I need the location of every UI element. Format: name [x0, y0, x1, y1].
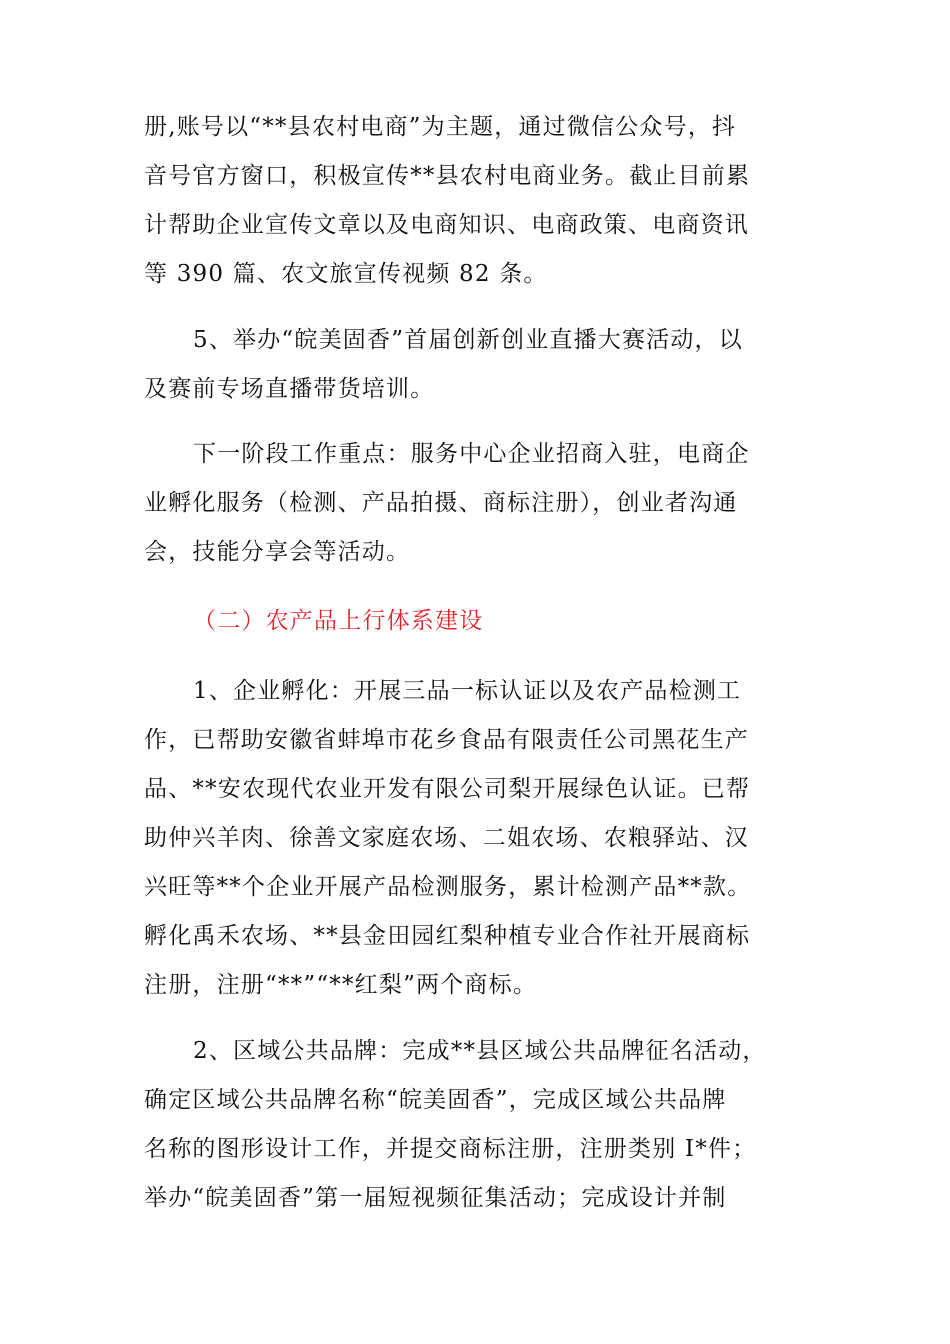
- paragraph-line: 5、举办“皖美固香”首届创新创业直播大赛活动，以: [193, 327, 743, 353]
- paragraph-line: 品、**安农现代农业开发有限公司梨开展绿色认证。已帮: [144, 776, 751, 802]
- paragraph-line: 音号官方窗口，积极宣传**县农村电商业务。截止目前累: [144, 163, 751, 189]
- paragraph-line: 下一阶段工作重点：服务中心企业招商入驻，电商企: [193, 441, 750, 467]
- paragraph-line: 兴旺等**个企业开展产品检测服务，累计检测产品**款。: [144, 874, 752, 900]
- paragraph-line: 等 390 篇、农文旅宣传视频 82 条。: [144, 261, 548, 287]
- paragraph-line: 孵化禹禾农场、**县金田园红梨种植专业合作社开展商标: [144, 923, 751, 949]
- paragraph-line: 计帮助企业宣传文章以及电商知识、电商政策、电商资讯: [144, 212, 749, 238]
- paragraph-line: 会，技能分享会等活动。: [144, 539, 411, 565]
- paragraph-line: 业孵化服务（检测、产品拍摄、商标注册），创业者沟通: [144, 490, 738, 516]
- paragraph-line: 举办“皖美固香”第一届短视频征集活动；完成设计并制: [144, 1185, 727, 1211]
- paragraph-line: 册,账号以“**县农村电商”为主题，通过微信公众号，抖: [144, 114, 737, 140]
- paragraph-line: 及赛前专场直播带货培训。: [144, 376, 435, 402]
- paragraph-line: 1、企业孵化：开展三品一标认证以及农产品检测工: [193, 678, 742, 704]
- paragraph-line: 作，已帮助安徽省蚌埠市花乡食品有限责任公司黑花生产: [144, 727, 749, 753]
- paragraph-line: 助仲兴羊肉、徐善文家庭农场、二姐农场、农粮驿站、汉: [144, 825, 749, 851]
- paragraph-line: 2、区域公共品牌：完成**县区域公共品牌征名活动，: [193, 1038, 767, 1064]
- paragraph-line: 注册，注册“**”“**红梨”两个商标。: [144, 972, 538, 998]
- paragraph-line: 确定区域公共品牌名称“皖美固香”，完成区域公共品牌: [144, 1087, 727, 1113]
- section-heading: （二）农产品上行体系建设: [193, 608, 484, 634]
- paragraph-line: 名称的图形设计工作，并提交商标注册，注册类别 I*件；: [144, 1136, 757, 1162]
